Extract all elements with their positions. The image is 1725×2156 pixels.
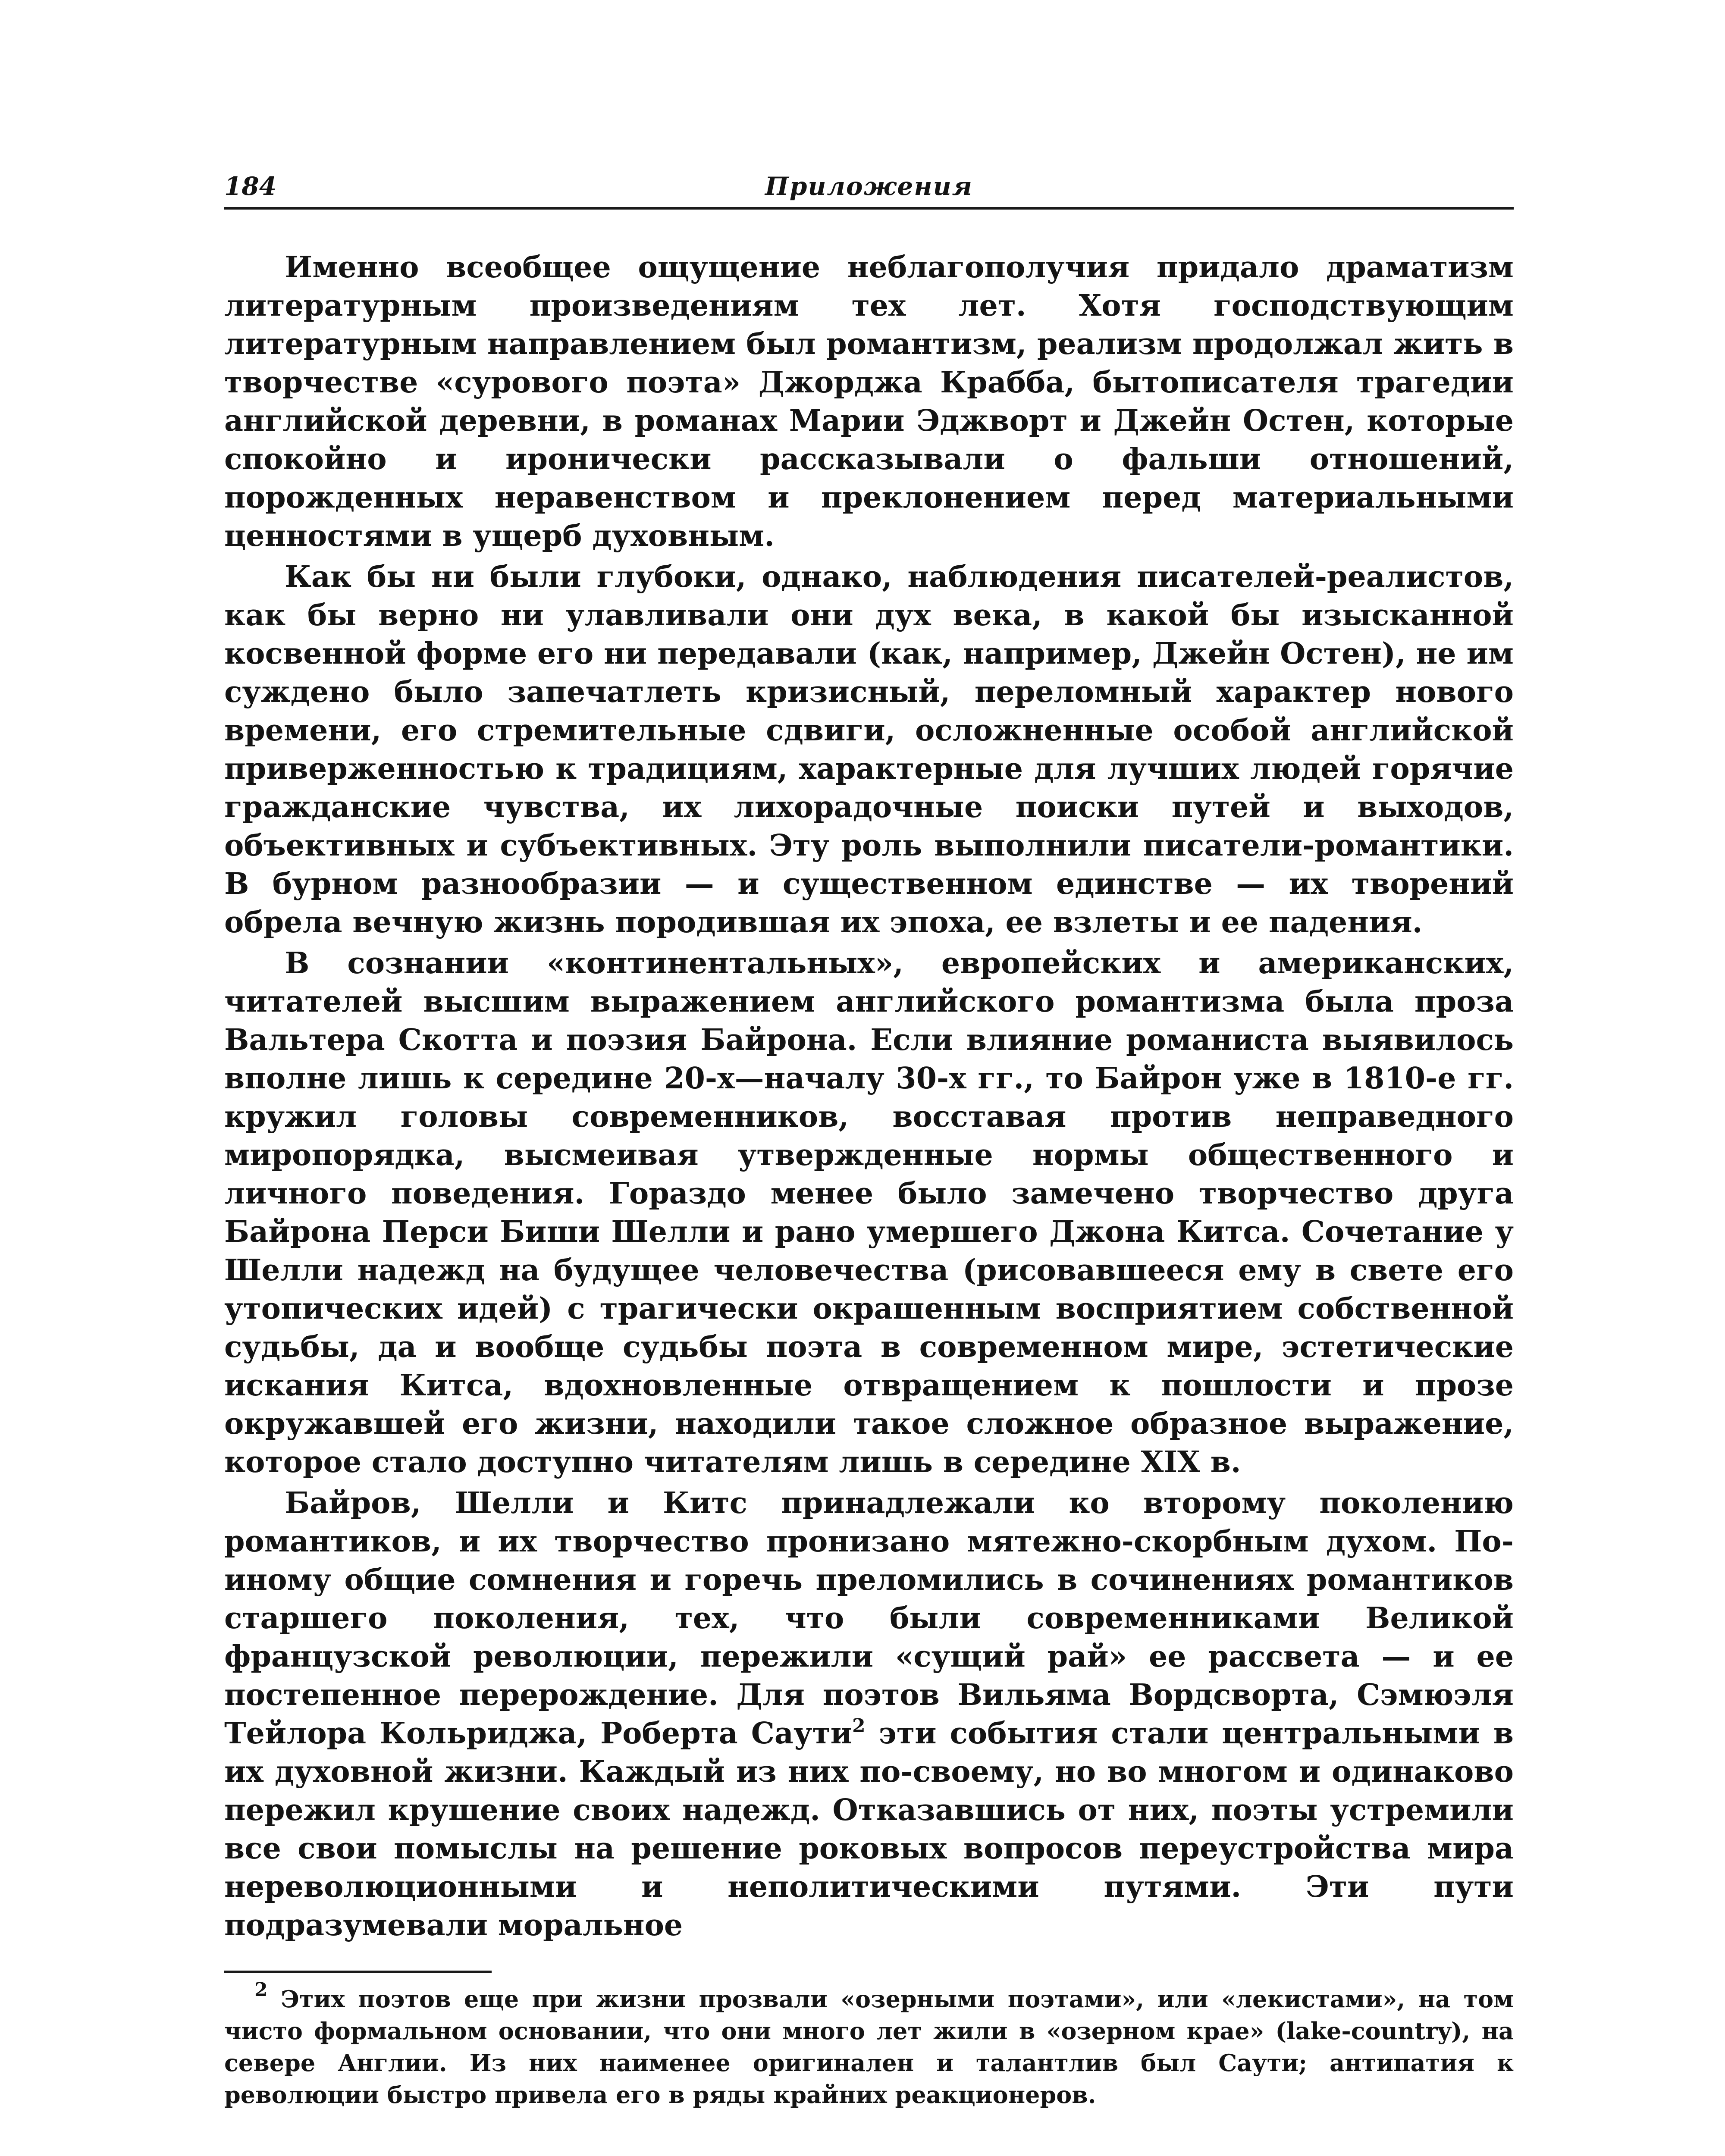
paragraph-1: Именно всеобщее ощущение неблагополучия придало драматизм литературным произведениям тех лет. Хотя господствующим литературным направлением был романтизм, реализм продолжал жить в творчестве «сурового поэта» Джорджа Крабба, бытописателя трагедии английской деревни, в романах Марии Эджворт и Джейн Остен, которые спокойно и иронически рассказывали о фальши отношений, порожденных неравенством и преклонением перед материальными ценностями в ущерб духовным.	[224, 250, 1514, 553]
book-page	[224, 168, 1514, 2111]
running-head	[224, 168, 1514, 210]
footnote	[224, 1979, 1514, 2111]
footnote-divider	[224, 1971, 492, 1973]
body-text	[224, 248, 1514, 1945]
footnote-text: Этих поэтов еще при жизни прозвали «озерными поэтами», или «лекистами», на том чисто формальном основании, что они много лет жили в «озерном крае» (lake-country), на севере Англии. Из них наименее оригинален и талантлив был Саути; антипатия к революции быстро привела его в ряды крайних реакционеров.	[224, 1985, 1514, 2109]
paragraph-3: В сознании «континентальных», европейских и американских, читателей высшим выражением английского романтизма была проза Вальтера Скотта и поэзия Байрона. Если влияние романиста выявилось вполне лишь к середине 20-х—началу 30-х гг., то Байрон уже в 1810-е гг. кружил головы современников, восставая против неправедного миропорядка, высмеивая утвержденные нормы общественного и личного поведения. Гораздо менее было замечено творчество друга Байрона Перси Биши Шелли и рано умершего Джона Китса. Сочетание у Шелли надежд на будущее человечества (рисовавшееся ему в свете его утопических идей) с трагически окрашенным восприятием собственной судьбы, да и вообще судьбы поэта в современном мире, эстетические искания Китса, вдохновленные отвращением к пошлости и прозе окружавшей его жизни, находили такое сложное образное выражение, которое стало доступно читателям лишь в середине XIX в.	[224, 946, 1514, 1479]
paragraph-4	[224, 1484, 1514, 1945]
paragraph-4-text-start: Байров, Шелли и Китс принадлежали ко второму поколению романтиков, и их творчество пронизано мятежно-скорбным духом. По-иному общие сомнения и горечь преломились в сочинениях романтиков старшего поколения, тех, что были современниками Великой французской революции, пережили «сущий рай» ее рассвета — и ее постепенное перерождение. Для поэтов Вильяма Вордсворта, Сэмюэля Тейлора Кольриджа, Роберта Саути	[224, 1486, 1514, 1751]
footnote-reference: 2	[852, 1715, 866, 1737]
paragraph-4-text-end: эти события стали центральными в их духовной жизни. Каждый из них по-своему, но во многом и одинаково пережил крушение своих надежд. Отказавшись от них, поэты устремили все свои помыслы на решение роковых вопросов переустройства мира нереволюционными и неполитическими путями. Эти пути подразумевали моральное	[224, 1716, 1514, 1943]
paragraph-2: Как бы ни были глубоки, однако, наблюдения писателей-реалистов, как бы верно ни улавливали они дух века, в какой бы изысканной косвенной форме его ни передавали (как, например, Джейн Остен), не им суждено было запечатлеть кризисный, переломный характер нового времени, его стремительные сдвиги, осложненные особой английской приверженностью к традициям, характерные для лучших людей горячие гражданские чувства, их лихорадочные поиски путей и выходов, объективных и субъективных. Эту роль выполнили писатели-романтики. В бурном разнообразии — и существенном единстве — их творений обрела вечную жизнь породившая их эпоха, ее взлеты и ее падения.	[224, 560, 1514, 940]
page-number: 184	[224, 172, 277, 201]
footnote-mark: 2	[254, 1979, 268, 2001]
section-title: Приложения	[765, 172, 973, 201]
